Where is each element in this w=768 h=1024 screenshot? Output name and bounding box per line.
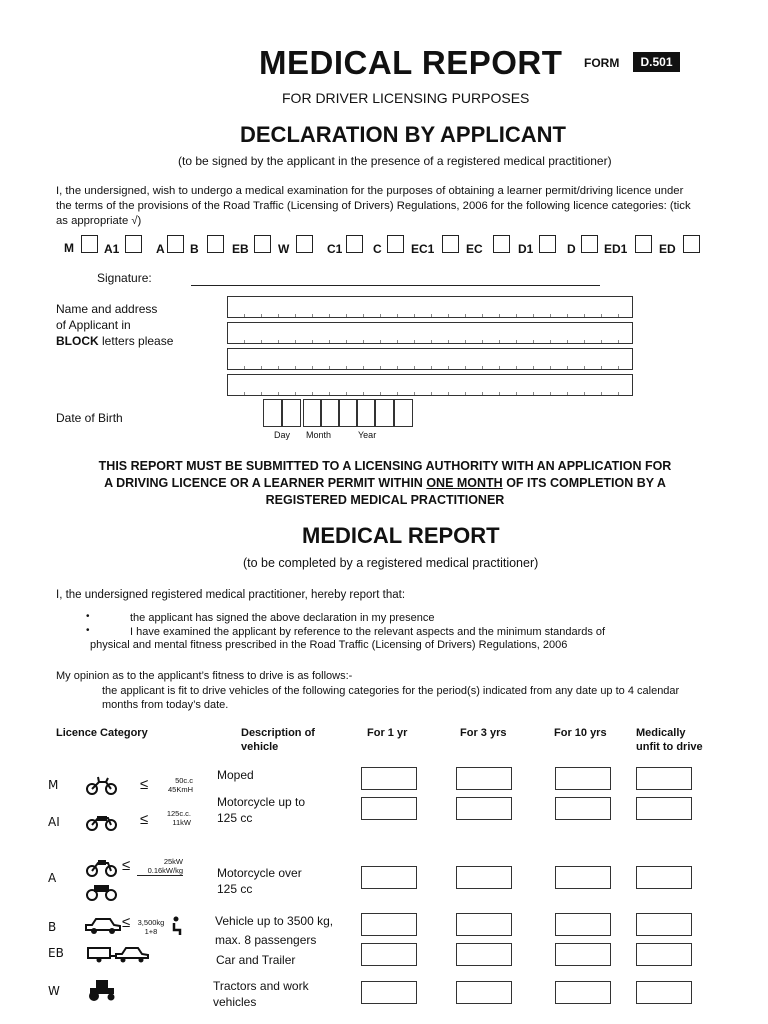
name-address-line-4[interactable] <box>227 374 633 396</box>
bullet-dot: • <box>86 611 90 622</box>
row-letter-m: M <box>48 778 59 792</box>
m-3yrs-box[interactable] <box>456 767 512 790</box>
notice-line <box>40 475 730 492</box>
eb-1yr-box[interactable] <box>361 943 417 966</box>
col-header-licence-category: Licence Category <box>56 727 148 739</box>
desc-line: Moped <box>217 768 254 782</box>
name-address-line-1[interactable] <box>227 296 633 318</box>
desc-line: 125 cc <box>217 811 253 825</box>
form-label: FORM <box>584 56 620 70</box>
bullet-dot: • <box>86 625 90 636</box>
category-label: W <box>278 242 290 256</box>
desc-line: 125 cc <box>217 882 253 896</box>
a1-1yr-box[interactable] <box>361 797 417 820</box>
eb-3yrs-box[interactable] <box>456 943 512 966</box>
category-label: ED <box>659 242 676 256</box>
category-checkbox-d1[interactable] <box>539 235 556 253</box>
category-label: A <box>156 242 165 256</box>
declaration-paragraph <box>56 184 756 229</box>
dob-day-digit-2[interactable] <box>282 399 301 427</box>
m-10yrs-box[interactable] <box>555 767 611 790</box>
name-label-line: Name and address <box>56 302 158 316</box>
col-header-line: unfit to drive <box>636 741 703 753</box>
bullet-text-examined-cont: physical and mental fitness prescribed in the Road Traffic (Licensing of Drivers) Regulations, 2006 <box>90 639 568 651</box>
w-1yr-box[interactable] <box>361 981 417 1004</box>
row-letter-a: A <box>48 871 57 885</box>
category-checkbox-eb[interactable] <box>254 235 271 253</box>
desc-line: max. 8 passengers <box>215 933 317 947</box>
fitness-line: months from today’s date. <box>102 699 229 711</box>
form-title: MEDICAL REPORT <box>259 44 563 81</box>
category-checkbox-d[interactable] <box>581 235 598 253</box>
col-header-1yr: For 1 yr <box>367 727 408 739</box>
motorcycle-spec: 125c.c. 11kW <box>166 809 191 827</box>
dob-month-digit-2[interactable] <box>320 399 339 427</box>
limit-symbol: ≤ <box>140 811 149 828</box>
car-trailer-icon <box>86 944 150 964</box>
submission-notice <box>40 458 730 509</box>
medical-report-heading: MEDICAL REPORT <box>302 523 500 548</box>
motorcycle-large-icon <box>86 856 118 878</box>
b-3yrs-box[interactable] <box>456 913 512 936</box>
large-motorcycle-spec: 25kW 0.16kW/kg <box>137 857 183 876</box>
limit-symbol: ≤ <box>122 914 131 931</box>
fitness-line: the applicant is fit to drive vehicles of the following categories for the period(s) indicated from any date up to 4 calendar <box>102 685 680 697</box>
category-checkbox-ec[interactable] <box>493 235 510 253</box>
w-3yrs-box[interactable] <box>456 981 512 1004</box>
category-label: EC1 <box>411 242 435 256</box>
form-number-badge: D.501 <box>633 52 680 72</box>
category-label: D1 <box>518 242 534 256</box>
category-checkbox-b[interactable] <box>207 235 224 253</box>
dob-day-caption: Day <box>274 430 291 440</box>
notice-pre: A DRIVING LICENCE OR A LEARNER PERMIT WITHIN <box>104 476 423 490</box>
signature-label: Signature: <box>97 271 152 285</box>
dob-label: Date of Birth <box>56 411 123 425</box>
col-header-description <box>241 726 315 754</box>
a-3yrs-box[interactable] <box>456 866 512 889</box>
notice-post: OF ITS COMPLETION BY A <box>506 476 666 490</box>
desc-tractors <box>213 978 309 1010</box>
desc-line: vehicles <box>213 995 257 1009</box>
category-label: M <box>64 241 74 255</box>
category-checkbox-a1[interactable] <box>125 235 142 253</box>
a1-unfit-box[interactable] <box>636 797 692 820</box>
tractor-icon <box>86 978 118 1002</box>
block-emphasis: BLOCK <box>56 334 99 348</box>
category-checkbox-ed1[interactable] <box>635 235 652 253</box>
fitness-opinion: My opinion as to the applicant’s fitness to drive is as follows:- <box>56 670 353 682</box>
declaration-heading: DECLARATION BY APPLICANT <box>240 122 566 147</box>
paragraph-line: I, the undersigned, wish to undergo a medical examination for the purposes of obtaining a learner permit/driving licence under <box>56 185 684 197</box>
category-checkbox-c[interactable] <box>387 235 404 253</box>
name-label-rest: letters please <box>102 334 174 348</box>
col-header-line: Medically <box>636 727 686 739</box>
limit-symbol: ≤ <box>122 857 131 874</box>
category-checkbox-m[interactable] <box>81 235 98 253</box>
limit-symbol: ≤ <box>140 776 149 793</box>
dob-year-caption: Year <box>358 430 377 440</box>
b-10yrs-box[interactable] <box>555 913 611 936</box>
category-label: EB <box>232 242 249 256</box>
dob-year-digit-4[interactable] <box>394 399 413 427</box>
eb-10yrs-box[interactable] <box>555 943 611 966</box>
m-unfit-box[interactable] <box>636 767 692 790</box>
passenger-icon <box>171 916 183 936</box>
col-header-unfit <box>636 726 703 754</box>
desc-car-trailer <box>216 952 295 968</box>
a-10yrs-box[interactable] <box>555 866 611 889</box>
a-unfit-box[interactable] <box>636 866 692 889</box>
desc-motorcycle-over-125 <box>217 865 302 897</box>
paragraph-line: the terms of the provisions of the Road Traffic (Licensing of Drivers) Regulations, 2006 for the following licence categories: (tick <box>56 200 691 212</box>
dob-year-digit-3[interactable] <box>375 399 394 427</box>
paragraph-line: as appropriate √) <box>56 215 142 227</box>
row-letter-a1: AI <box>48 815 60 829</box>
desc-line: Motorcycle over <box>217 866 302 880</box>
col-header-line: Description of <box>241 727 315 739</box>
desc-motorcycle-125 <box>217 794 305 826</box>
desc-vehicle-3500 <box>215 912 333 950</box>
notice-line: REGISTERED MEDICAL PRACTITIONER <box>265 493 505 507</box>
notice-one-month: ONE MONTH <box>426 476 503 490</box>
b-1yr-box[interactable] <box>361 913 417 936</box>
a1-10yrs-box[interactable] <box>555 797 611 820</box>
desc-line: Vehicle up to 3500 kg, <box>215 914 334 928</box>
bullet-text-declaration: the applicant has signed the above declaration in my presence <box>130 612 435 624</box>
name-address-line-3[interactable] <box>227 348 633 370</box>
row-letter-eb: EB <box>48 946 64 960</box>
col-header-3yrs: For 3 yrs <box>460 727 507 739</box>
desc-line: Tractors and work <box>213 979 309 993</box>
category-checkbox-c1[interactable] <box>346 235 363 253</box>
motorcycle-sidecar-icon <box>86 880 118 902</box>
form-subtitle: FOR DRIVER LICENSING PURPOSES <box>282 90 530 106</box>
category-checkbox-ec1[interactable] <box>442 235 459 253</box>
col-header-10yrs: For 10 yrs <box>554 727 607 739</box>
eb-unfit-box[interactable] <box>636 943 692 966</box>
desc-line: Motorcycle up to <box>217 795 306 809</box>
category-checkbox-w[interactable] <box>296 235 313 253</box>
category-label: C <box>373 242 382 256</box>
row-letter-w: W <box>48 984 60 998</box>
col-header-line: vehicle <box>241 741 279 753</box>
dob-year-digit-2[interactable] <box>356 399 375 427</box>
category-checkbox-a[interactable] <box>167 235 184 253</box>
category-label: EC <box>466 242 483 256</box>
b-unfit-box[interactable] <box>636 913 692 936</box>
a-1yr-box[interactable] <box>361 866 417 889</box>
bullet-text-examined: I have examined the applicant by reference to the relevant aspects and the minimum standards of <box>130 626 606 638</box>
row-letter-b: B <box>48 920 57 934</box>
category-label: C1 <box>327 242 343 256</box>
dob-day-digit-1[interactable] <box>263 399 282 427</box>
name-label-line: of Applicant in <box>56 318 131 332</box>
w-10yrs-box[interactable] <box>555 981 611 1004</box>
dob-month-caption: Month <box>306 430 332 440</box>
category-label: ED1 <box>604 242 628 256</box>
moped-icon <box>86 774 118 796</box>
practitioner-intro: I, the undersigned registered medical practitioner, hereby report that: <box>56 589 406 601</box>
notice-line: THIS REPORT MUST BE SUBMITTED TO A LICENSING AUTHORITY WITH AN APPLICATION FOR <box>98 459 672 473</box>
category-label: A1 <box>104 242 120 256</box>
a1-3yrs-box[interactable] <box>456 797 512 820</box>
desc-line: Car and Trailer <box>216 953 296 967</box>
m-1yr-box[interactable] <box>361 767 417 790</box>
vehicle-b-spec: 3,500kg 1+8 <box>137 918 165 936</box>
name-address-label <box>56 301 173 349</box>
w-unfit-box[interactable] <box>636 981 692 1004</box>
signature-line[interactable] <box>191 285 600 286</box>
desc-moped <box>217 767 254 783</box>
medical-report-subheading: (to be completed by a registered medical practitioner) <box>243 556 539 570</box>
name-address-line-2[interactable] <box>227 322 633 344</box>
motorcycle-icon <box>86 810 118 832</box>
declaration-subheading: (to be signed by the applicant in the presence of a registered medical practitioner) <box>178 154 612 168</box>
car-icon <box>84 916 122 936</box>
fitness-statement <box>102 684 742 712</box>
moped-spec: 50c.c 45KmH <box>167 776 193 794</box>
category-label: B <box>190 242 199 256</box>
category-checkbox-ed[interactable] <box>683 235 700 253</box>
name-label-line <box>56 333 173 349</box>
category-label: D <box>567 242 576 256</box>
